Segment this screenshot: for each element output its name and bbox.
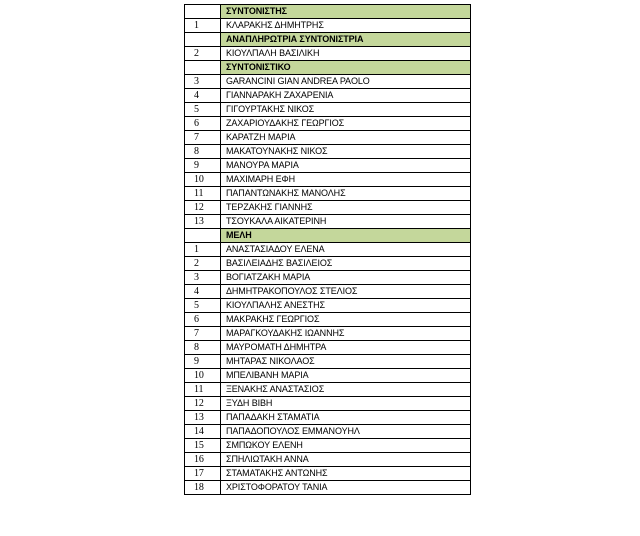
member-name: ΜΑΚΑΤΟΥΝΑΚΗΣ ΝΙΚΟΣ: [221, 145, 471, 159]
member-number: 10: [185, 369, 221, 383]
member-number: 9: [185, 159, 221, 173]
member-name: ΒΟΓΙΑΤΖΑΚΗ ΜΑΡΙΑ: [221, 271, 471, 285]
member-name: ΧΡΙΣΤΟΦΟΡΑΤΟΥ ΤΑΝΙΑ: [221, 481, 471, 495]
table-row: [185, 285, 471, 299]
member-name: ΚΙΟΥΛΠΑΛΗ ΒΑΣΙΛΙΚΗ: [221, 47, 471, 61]
member-name: ΑΝΑΣΤΑΣΙΑΔΟΥ ΕΛΕΝΑ: [221, 243, 471, 257]
section-header-row: [185, 5, 471, 19]
member-name: ΓΙΓΟΥΡΤΑΚΗΣ ΝΙΚΟΣ: [221, 103, 471, 117]
member-name: ΚΛΑΡΑΚΗΣ ΔΗΜΗΤΡΗΣ: [221, 19, 471, 33]
member-number: 13: [185, 215, 221, 229]
member-number: 6: [185, 117, 221, 131]
table-row: [185, 201, 471, 215]
table-row: [185, 19, 471, 33]
member-number: 2: [185, 257, 221, 271]
roster-body: [185, 5, 471, 495]
member-name: ΣΠΗΛΙΩΤΑΚΗ ΑΝΝΑ: [221, 453, 471, 467]
table-row: [185, 397, 471, 411]
member-name: ΜΑΧΙΜΑΡΗ ΕΦΗ: [221, 173, 471, 187]
table-row: [185, 369, 471, 383]
table-row: [185, 425, 471, 439]
member-name: ΠΑΠΑΔΑΚΗ ΣΤΑΜΑΤΙΑ: [221, 411, 471, 425]
member-number: 7: [185, 131, 221, 145]
member-number: 3: [185, 75, 221, 89]
member-number: 4: [185, 285, 221, 299]
member-number: 5: [185, 299, 221, 313]
section-title: ΑΝΑΠΛΗΡΩΤΡΙΑ ΣΥΝΤΟΝΙΣΤΡΙΑ: [221, 33, 471, 47]
member-name: ΓΙΑΝΝΑΡΑΚΗ ΖΑΧΑΡΕΝΙΑ: [221, 89, 471, 103]
table-row: [185, 243, 471, 257]
member-number: 13: [185, 411, 221, 425]
member-number: 8: [185, 341, 221, 355]
member-name: ΤΕΡΖΑΚΗΣ ΓΙΑΝΝΗΣ: [221, 201, 471, 215]
table-row: [185, 131, 471, 145]
member-name: ΞΥΔΗ ΒΙΒΗ: [221, 397, 471, 411]
table-row: [185, 327, 471, 341]
member-number: 11: [185, 383, 221, 397]
table-row: [185, 257, 471, 271]
table-row: [185, 187, 471, 201]
member-name: ΚΑΡΑΤΖΗ ΜΑΡΙΑ: [221, 131, 471, 145]
table-row: [185, 439, 471, 453]
table-row: [185, 145, 471, 159]
table-row: [185, 299, 471, 313]
table-row: [185, 173, 471, 187]
table-row: [185, 215, 471, 229]
table-row: [185, 453, 471, 467]
member-name: ΜΑΚΡΑΚΗΣ ΓΕΩΡΓΙΟΣ: [221, 313, 471, 327]
member-name: ΞΕΝΑΚΗΣ ΑΝΑΣΤΑΣΙΟΣ: [221, 383, 471, 397]
member-number: 12: [185, 201, 221, 215]
table-row: [185, 75, 471, 89]
table-row: [185, 467, 471, 481]
member-name: GARANCINI GIAN ANDREA PAOLO: [221, 75, 471, 89]
section-header-row: [185, 61, 471, 75]
member-number: 1: [185, 19, 221, 33]
member-number: 7: [185, 327, 221, 341]
member-name: ΜΑΝΟΥΡΑ ΜΑΡΙΑ: [221, 159, 471, 173]
section-title: ΣΥΝΤΟΝΙΣΤΙΚΟ: [221, 61, 471, 75]
member-number: 4: [185, 89, 221, 103]
table-row: [185, 117, 471, 131]
member-number: 6: [185, 313, 221, 327]
member-name: ΜΑΡΑΓΚΟΥΔΑΚΗΣ ΙΩΑΝΝΗΣ: [221, 327, 471, 341]
table-row: [185, 481, 471, 495]
member-name: ΠΑΠΑΝΤΩΝΑΚΗΣ ΜΑΝΟΛΗΣ: [221, 187, 471, 201]
member-number: 5: [185, 103, 221, 117]
member-name: ΜΠΕΛΙΒΑΝΗ ΜΑΡΙΑ: [221, 369, 471, 383]
table-row: [185, 313, 471, 327]
table-row: [185, 341, 471, 355]
member-roster-table: [184, 4, 471, 495]
section-title: ΣΥΝΤΟΝΙΣΤΗΣ: [221, 5, 471, 19]
table-row: [185, 159, 471, 173]
member-name: ΚΙΟΥΛΠΑΛΗΣ ΑΝΕΣΤΗΣ: [221, 299, 471, 313]
member-number: 14: [185, 425, 221, 439]
member-number: 10: [185, 173, 221, 187]
section-title: ΜΕΛΗ: [221, 229, 471, 243]
member-number: 2: [185, 47, 221, 61]
section-header-number-cell: [185, 33, 221, 47]
member-number: 18: [185, 481, 221, 495]
member-name: ΣΤΑΜΑΤΑΚΗΣ ΑΝΤΩΝΗΣ: [221, 467, 471, 481]
member-number: 12: [185, 397, 221, 411]
member-number: 11: [185, 187, 221, 201]
member-number: 9: [185, 355, 221, 369]
table-row: [185, 271, 471, 285]
section-header-number-cell: [185, 61, 221, 75]
member-name: ΒΑΣΙΛΕΙΑΔΗΣ ΒΑΣΙΛΕΙΟΣ: [221, 257, 471, 271]
member-name: ΖΑΧΑΡΙΟΥΔΑΚΗΣ ΓΕΩΡΓΙΟΣ: [221, 117, 471, 131]
member-number: 8: [185, 145, 221, 159]
member-number: 17: [185, 467, 221, 481]
member-name: ΜΑΥΡΟΜΑΤΗ ΔΗΜΗΤΡΑ: [221, 341, 471, 355]
table-row: [185, 411, 471, 425]
member-name: ΠΑΠΑΔΟΠΟΥΛΟΣ ΕΜΜΑΝΟΥΗΛ: [221, 425, 471, 439]
table-row: [185, 383, 471, 397]
member-name: ΤΣΟΥΚΑΛΑ ΑΙΚΑΤΕΡΙΝΗ: [221, 215, 471, 229]
member-name: ΜΗΤΑΡΑΣ ΝΙΚΟΛΑΟΣ: [221, 355, 471, 369]
member-name: ΔΗΜΗΤΡΑΚΟΠΟΥΛΟΣ ΣΤΕΛΙΟΣ: [221, 285, 471, 299]
member-number: 16: [185, 453, 221, 467]
section-header-row: [185, 229, 471, 243]
member-number: 3: [185, 271, 221, 285]
section-header-row: [185, 33, 471, 47]
member-number: 15: [185, 439, 221, 453]
section-header-number-cell: [185, 5, 221, 19]
member-name: ΣΜΠΩΚΟΥ ΕΛΕΝΗ: [221, 439, 471, 453]
member-number: 1: [185, 243, 221, 257]
table-row: [185, 103, 471, 117]
table-row: [185, 47, 471, 61]
section-header-number-cell: [185, 229, 221, 243]
table-row: [185, 89, 471, 103]
table-row: [185, 355, 471, 369]
